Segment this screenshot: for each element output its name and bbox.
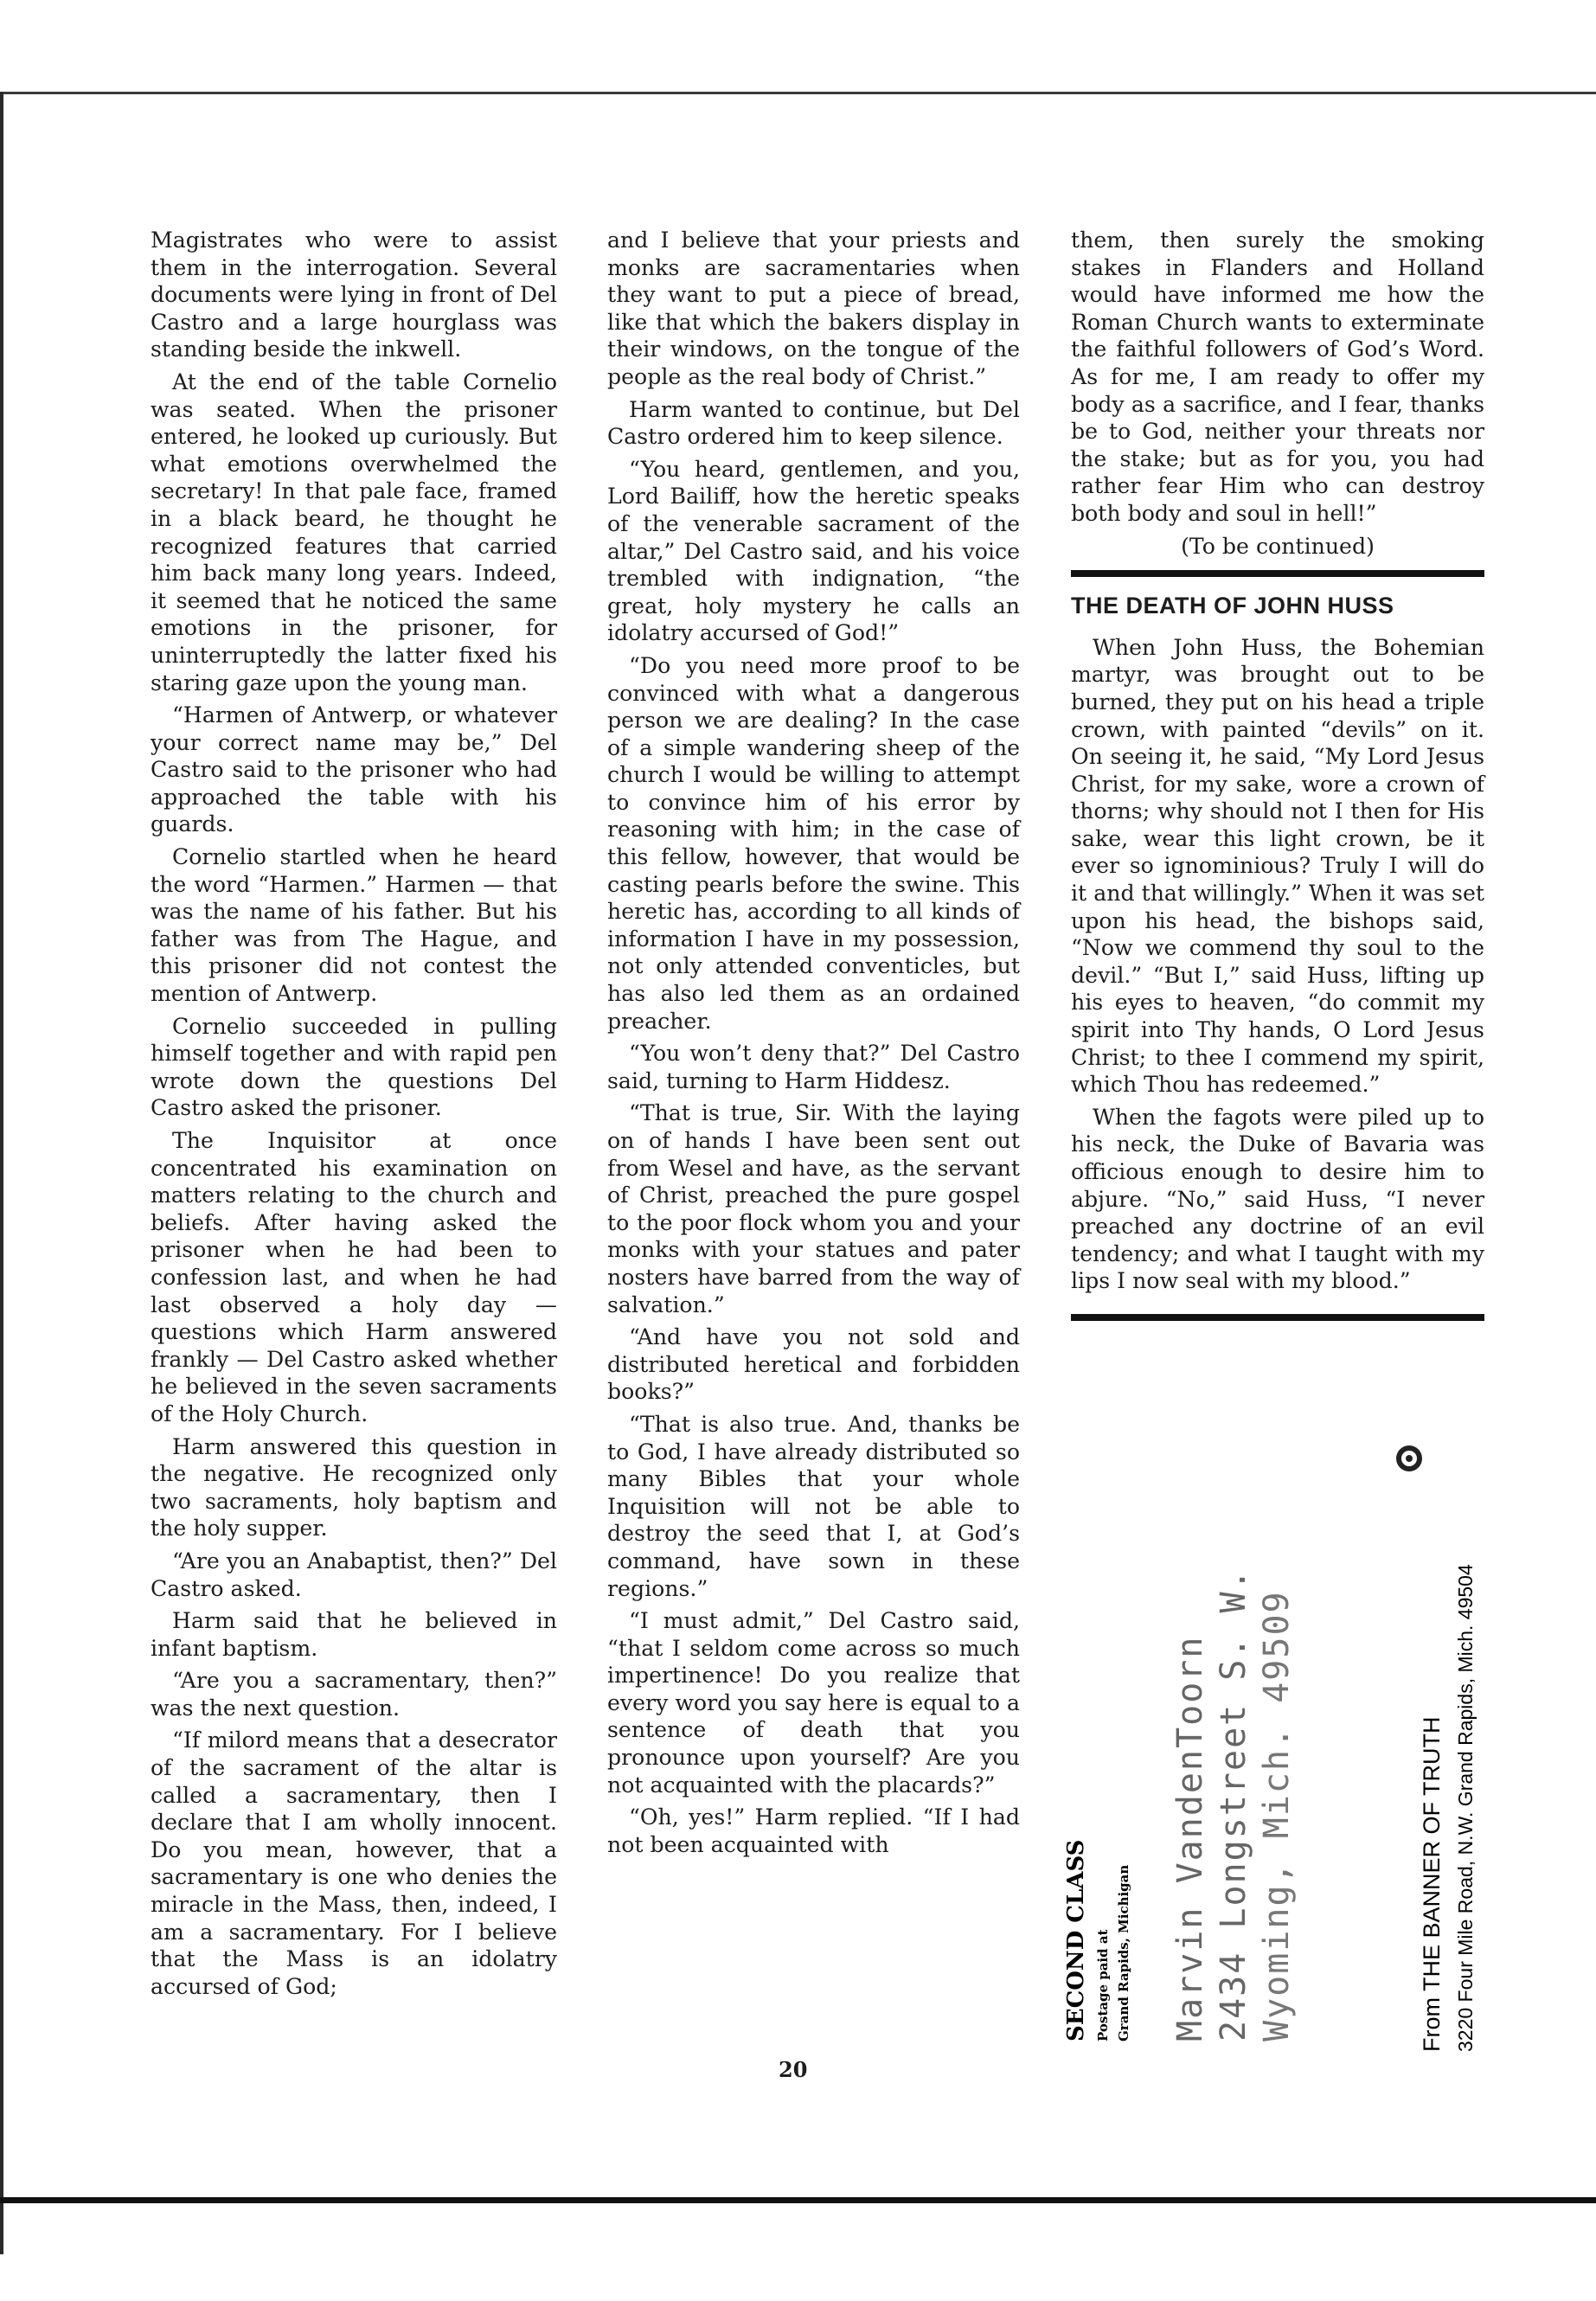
paragraph: “Harmen of Antwerp, or whatever your correct name may be,” Del Castro said to the prisoner who had approached the table with his guards. [151, 702, 557, 837]
paragraph: “Are you a sacramentary, then?” was the next question. [151, 1668, 557, 1721]
paragraph: “And have you not sold and distributed heretical and forbidden books?” [607, 1324, 1020, 1405]
paragraph: When John Huss, the Bohemian martyr, was brought out to be burned, they put on his head a triple crown, with painted “devils” on it. On seeing it, he said, “My Lord Jesus Christ, for my sake, wore a crown of thorns; why should not I then for His sake, wear this light crown, be it ever so ignominious? Truly I will do it and that willingly.” When it was set upon his head, the bishops said, “Now we commend thy soul to the devil.” “But I,” said Huss, lifting up his eyes to heaven, “do commit my spirit into Thy hands, O Lord Jesus Christ; to thee I commend my spirit, which Thou has redeemed.” [1071, 634, 1484, 1098]
paragraph: Harm wanted to continue, but Del Castro ordered him to keep silence. [607, 396, 1020, 450]
paragraph: “That is true, Sir. With the laying on of hands I have been sent out from Wesel and have, as the servant of Christ, preached the pure gospel to the poor flock whom you and your monks with your statues and pater nosters have barred from the way of salvation.” [607, 1100, 1020, 1317]
paragraph: Harm answered this question in the negative. He recognized only two sacraments, holy baptism and the holy supper. [151, 1433, 557, 1541]
return-address-line: 3220 Four Mile Road, N.W. Grand Rapids, Mich. 49504 [1454, 1564, 1477, 2052]
mailing-label-area [1059, 1436, 1491, 2059]
page-edge-bottom [0, 2197, 1596, 2203]
paragraph: Harm said that he believed in infant baptism. [151, 1608, 557, 1661]
paragraph: “You won’t deny that?” Del Castro said, turning to Harm Hiddesz. [607, 1041, 1020, 1093]
paragraph: At the end of the table Cornelio was seated. When the prisoner entered, he looked up curiously. But what emotions overwhelmed the secretary! In that pale face, framed in a black beard, he thought he recognized features that carried him back many long years. Indeed, it seemed that he noticed the same emotions in the prisoner, for uninterruptedly the latter fixed his staring gaze upon the young man. [151, 369, 557, 695]
page-edge-top [0, 92, 1596, 94]
address-name: Marvin VandenToorn [1170, 1635, 1210, 2041]
paragraph: “You heard, gentlemen, and you, Lord Bailiff, how the heretic speaks of the venerable sacrament of the altar,” Del Castro said, and his voice trembled with indignation, “the great, holy mystery he calls an idolatry accursed of God!” [607, 456, 1020, 646]
column-2 [607, 227, 1020, 1863]
paragraph: “Do you need more proof to be convinced with what a dangerous person we are dealing? In the case of a simple wandering sheep of the church I would be willing to attempt to convince him of his error by reasoning with him; in the case of this fellow, however, that would be casting pearls before the swine. This heretic has, according to all kinds of information I have in my possession, not only attended conventicles, but has also led them as an ordained preacher. [607, 652, 1020, 1034]
column-1 [151, 227, 557, 2005]
paragraph: “Are you an Anabaptist, then?” Del Castro asked. [151, 1548, 557, 1601]
huss-article-title: THE DEATH OF JOHN HUSS [1071, 593, 1394, 619]
article-end-rule [1071, 1314, 1484, 1321]
union-label-icon [1396, 1445, 1422, 1471]
paragraph: Cornelio succeeded in pulling himself together and with rapid pen wrote down the questions Del Castro asked the prisoner. [151, 1013, 557, 1121]
address-street: 2434 Longstreet S. W. [1214, 1567, 1253, 2041]
paragraph: “Oh, yes!” Harm replied. “If I had not been acquainted with [607, 1804, 1020, 1857]
column-3 [1071, 227, 1484, 1321]
paragraph: “That is also true. And, thanks be to God, I have already distributed so many Bibles that your whole Inquisition will not be able to destroy the seed that I, at God’s command, have sown in these regions.” [607, 1411, 1020, 1601]
postage-paid-line: Postage paid at [1095, 1929, 1111, 2041]
paragraph: Cornelio startled when he heard the word “Harmen.” Harmen — that was the name of his father. But his father was from The Hague, and this prisoner did not contest the mention of Antwerp. [151, 844, 557, 1007]
paragraph: them, then surely the smoking stakes in Flanders and Holland would have informed me how the Roman Church wants to exterminate the faithful followers of God’s Word. As for me, I am ready to offer my body as a sacrifice, and I fear, thanks be to God, neither your threats nor the stake; but as for you, you had rather fear Him who can destroy both body and soul in hell!” [1071, 228, 1484, 526]
return-from-line: From THE BANNER OF TRUTH [1419, 1716, 1445, 2052]
huss-article-body [1071, 634, 1484, 1295]
paragraph: “If milord means that a desecrator of the sacrament of the altar is called a sacramentary, then I declare that I am wholly innocent. Do you mean, however, that a sacramentary is one who denies the miracle in the Mass, then, indeed, I am a sacramentary. For I believe that the Mass is an idolatry accursed of God; [151, 1727, 557, 1999]
to-be-continued: (To be continued) [1181, 533, 1375, 559]
page-edge-left [0, 92, 3, 2254]
paragraph: “I must admit,” Del Castro said, “that I seldom come across so much impertinence! Do you realize that every word you say here is equal to a sentence of death that you pronounce upon yourself? Are you not acquainted with the placards?” [607, 1608, 1020, 1798]
paragraph: The Inquisitor at once concentrated his examination on matters relating to the church and beliefs. After having asked the prisoner when he had been to confession last, and when he had last observed a holy day — questions which Harm answered frankly — Del Castro asked whether he believed in the seven sacraments of the Holy Church. [151, 1128, 557, 1426]
second-class-label: SECOND CLASS [1063, 1839, 1089, 2041]
address-city: Wyoming, Mich. 49509 [1257, 1590, 1297, 2041]
page-number: 20 [779, 2057, 808, 2082]
section-divider [1071, 570, 1484, 577]
paragraph: When the fagots were piled up to his neck, the Duke of Bavaria was officious enough to desire him to abjure. “No,” said Huss, “I never preached any doctrine of an evil tendency; and what I taught with my lips I now seal with my blood.” [1071, 1104, 1484, 1294]
paragraph: and I believe that your priests and monks are sacramentaries when they want to put a piece of bread, like that which the bakers display in their windows, on the tongue of the people as the real body of Christ.” [607, 228, 1020, 389]
postage-city-line: Grand Rapids, Michigan [1116, 1864, 1131, 2041]
paragraph: Magistrates who were to assist them in the interrogation. Several documents were lying in front of Del Castro and a large hourglass was standing beside the inkwell. [151, 228, 557, 362]
